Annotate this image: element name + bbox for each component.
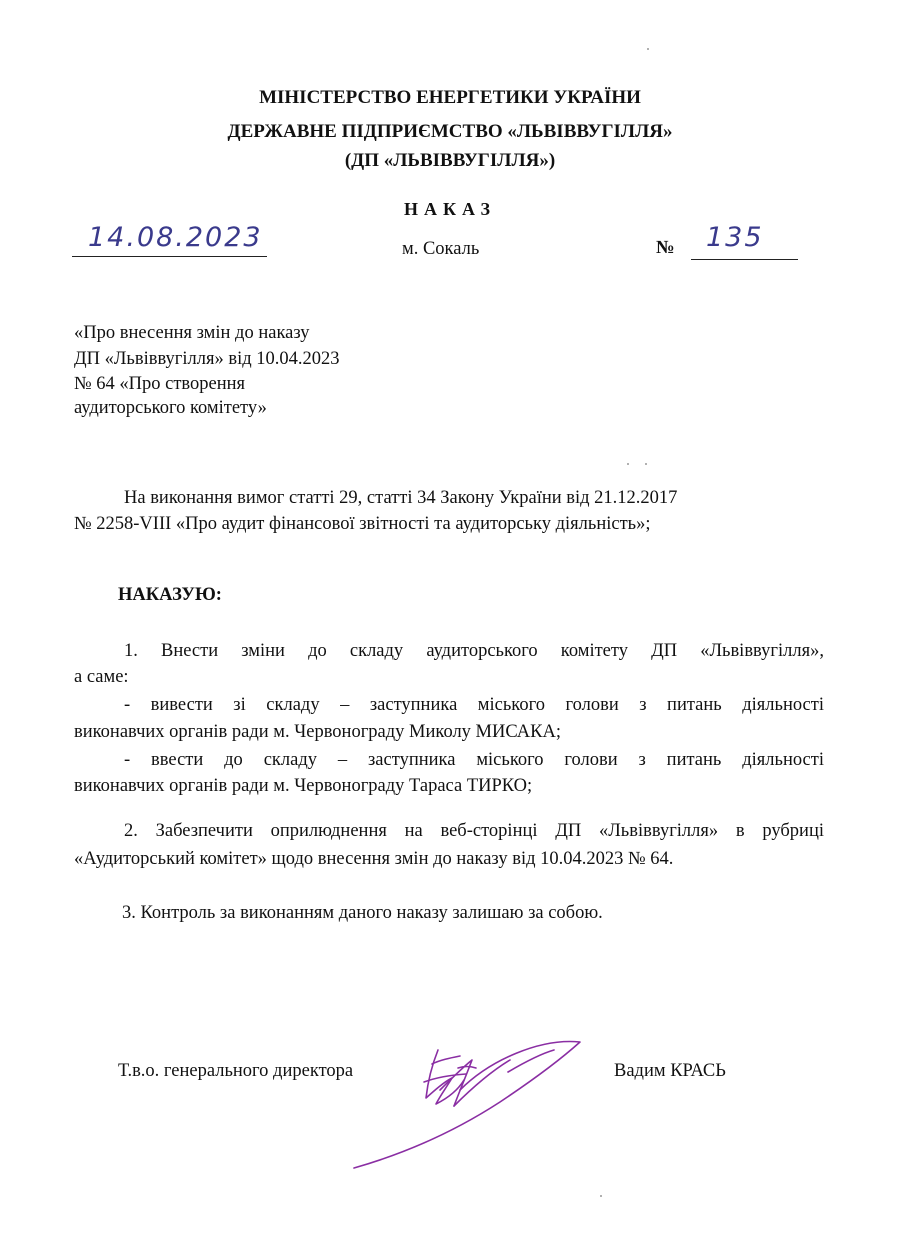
item1-sub1-line-2: виконавчих органів ради м. Червонограду Миколу МИСАКА; [74,722,561,742]
item2-line-2: «Аудиторський комітет» щодо внесення змін до наказу від 10.04.2023 № 64. [74,849,674,869]
handwritten-signature [340,1020,610,1180]
date-underline [72,256,267,257]
enterprise-title: ДЕРЖАВНЕ ПІДПРИЄМСТВО «ЛЬВІВВУГІЛЛЯ» [227,121,673,142]
scan-speck [645,463,647,465]
scan-speck [647,48,649,50]
city-label: м. Сокаль [402,239,480,259]
signatory-name: Вадим КРАСЬ [614,1061,726,1081]
subject-line-2: ДП «Львіввугілля» від 10.04.2023 [74,349,340,369]
item1-sub1-line-1: - вивести зі складу – заступника міського голови з питань діяльності [124,695,824,715]
preamble-line-1: На виконання вимог статті 29, статті 34 Закону України від 21.12.2017 [124,488,678,508]
signatory-position: Т.в.о. генерального директора [118,1061,354,1081]
scan-speck [627,463,629,465]
item2-line-1: 2. Забезпечити оприлюднення на веб-сторінці ДП «Львіввугілля» в рубриці [124,821,824,841]
item1-line-2: а саме: [74,667,129,687]
order-heading: НАКАЗУЮ: [118,585,222,605]
item3: 3. Контроль за виконанням даного наказу залишаю за собою. [122,903,603,923]
order-number-handwritten: 135 [706,222,764,253]
number-label: № [656,238,675,258]
item1-line-1: 1. Внести зміни до складу аудиторського комітету ДП «Львіввугілля», [124,641,824,661]
subject-line-1: «Про внесення змін до наказу [74,323,310,343]
subject-line-3: № 64 «Про створення [74,374,246,394]
enterprise-short-title: (ДП «ЛЬВІВВУГІЛЛЯ») [344,150,556,171]
order-date-handwritten: 14.08.2023 [88,222,263,253]
subject-line-4: аудиторського комітету» [74,398,267,418]
scan-speck [600,1195,602,1197]
preamble-line-2: № 2258-VIII «Про аудит фінансової звітності та аудиторську діяльність»; [74,514,651,534]
item1-sub2-line-1: - ввести до складу – заступника міського голови з питань діяльності [124,750,824,770]
ministry-title: МІНІСТЕРСТВО ЕНЕРГЕТИКИ УКРАЇНИ [259,87,641,108]
item1-sub2-line-2: виконавчих органів ради м. Червонограду Тараса ТИРКО; [74,776,533,796]
doc-type-title: НАКАЗ [403,199,497,219]
number-underline [691,259,798,260]
